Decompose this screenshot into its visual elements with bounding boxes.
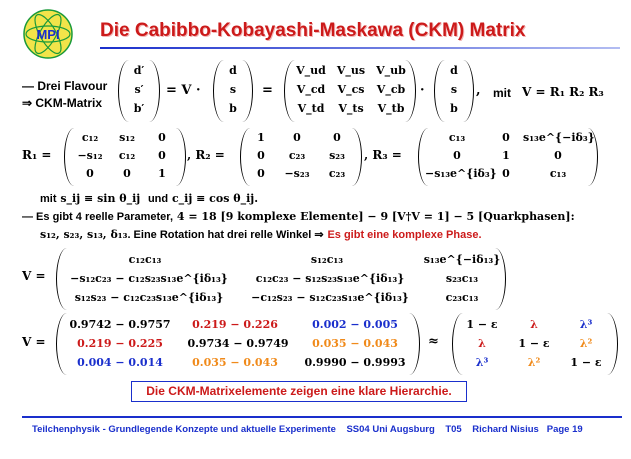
matrix-cell: V_cd xyxy=(296,83,326,96)
matrix-cell: λ² xyxy=(579,337,593,350)
matrix-cell: V_us xyxy=(336,64,366,77)
matrix-cell: V_ts xyxy=(338,102,364,115)
matrix-cell: 0.219 − 0.225 xyxy=(77,337,163,350)
matrix-cell: 0 xyxy=(554,149,562,162)
matrix-cell: λ xyxy=(478,337,486,350)
matrix-cell: s₁₂c₁₃ xyxy=(310,253,344,266)
matrix-cell: c₁₂ xyxy=(81,131,99,144)
matrix-cell: 1 xyxy=(502,149,510,162)
matrix-cell: 1 xyxy=(257,131,265,144)
V-numerical-matrix xyxy=(56,313,420,375)
vec-cell: b′ xyxy=(133,102,145,115)
mit-label: mit xyxy=(493,86,511,100)
cij-definition: c_ij ≡ cos θ_ij. xyxy=(171,192,259,205)
title-underline xyxy=(100,47,620,49)
matrix-cell: λ xyxy=(530,318,538,331)
matrix-cell: 0 xyxy=(453,149,461,162)
matrix-cell: 1 − ε xyxy=(466,318,498,331)
R3-label: , R₃ = xyxy=(364,148,402,162)
matrix-cell: c₂₃c₁₃ xyxy=(445,291,479,304)
matrix-cell: 1 − ε xyxy=(570,356,602,369)
matrix-cell: 0.002 − 0.005 xyxy=(312,318,398,331)
svg-text:MPI: MPI xyxy=(36,27,60,42)
matrix-cell: c₁₂ xyxy=(118,149,136,162)
vec-cell: b xyxy=(229,102,237,115)
vec-cell: d′ xyxy=(133,64,145,77)
matrix-cell: −s₁₂c₂₃ − c₁₂s₂₃s₁₃e^{iδ₁₃} xyxy=(70,272,228,285)
R2-matrix xyxy=(240,128,362,186)
matrix-cell: 0.9742 − 0.9757 xyxy=(69,318,171,331)
matrix-cell: 1 − ε xyxy=(518,337,550,350)
matrix-cell: c₁₂c₁₃ xyxy=(128,253,162,266)
ckm-matrix-label: ⇒ CKM-Matrix xyxy=(22,96,103,110)
R1-label: R₁ = xyxy=(22,148,52,162)
matrix-cell: c₁₃ xyxy=(549,167,567,180)
matrix-cell: V_tb xyxy=(377,102,405,115)
matrix-cell: 0 xyxy=(502,131,510,144)
mit-label-2: mit xyxy=(40,193,57,205)
mpi-logo xyxy=(22,8,74,60)
approx-sign: ≈ xyxy=(428,334,439,349)
product-formula: V = R₁ R₂ R₃ xyxy=(522,85,604,99)
complex-phase-text: Es gibt eine komplexe Phase. xyxy=(327,229,482,241)
matrix-cell: −s₁₃e^{iδ₃} xyxy=(425,167,497,180)
matrix-cell: c₂₃ xyxy=(328,167,346,180)
matrix-cell: V_cb xyxy=(376,83,406,96)
parameter-line xyxy=(22,210,575,223)
parameter-list: s₁₂, s₂₃, s₁₃, δ₁₃ xyxy=(40,228,128,241)
vec-cell: s xyxy=(229,83,237,96)
matrix-cell: 0.004 − 0.014 xyxy=(77,356,163,369)
quark-vector xyxy=(213,60,253,122)
hierarchy-callout: Die CKM-Matrixelemente zeigen eine klare Hierarchie. xyxy=(131,381,467,402)
matrix-cell: 0.035 − 0.043 xyxy=(192,356,278,369)
V-num-label: V = xyxy=(22,335,46,349)
matrix-cell: 0 xyxy=(502,167,510,180)
matrix-cell: c₂₃ xyxy=(288,149,306,162)
V-param-label: V = xyxy=(22,269,46,283)
matrix-cell: −s₂₃ xyxy=(284,167,310,180)
rotation-text: . Eine Rotation hat drei relle Winkel ⇒ xyxy=(127,229,324,241)
matrix-cell: 1 xyxy=(158,167,166,180)
ckm-symbol-matrix xyxy=(284,60,416,122)
matrix-cell: −c₁₂s₂₃ − s₁₂c₂₃s₁₃e^{iδ₁₃} xyxy=(251,291,409,304)
und-label: und xyxy=(147,193,169,205)
vec-cell: b xyxy=(450,102,458,115)
footer xyxy=(32,424,583,435)
definitions-line xyxy=(40,192,258,205)
matrix-cell: 0 xyxy=(123,167,131,180)
matrix-cell: 0 xyxy=(333,131,341,144)
matrix-cell: c₁₂c₂₃ − s₁₂s₂₃s₁₃e^{iδ₁₃} xyxy=(255,272,405,285)
footer-course: Teilchenphysik - Grundlegende Konzepte und aktuelle Experimente xyxy=(32,424,336,435)
vec-cell: d xyxy=(450,64,458,77)
matrix-cell: 0.035 − 0.043 xyxy=(312,337,398,350)
footer-author: Richard Nisius xyxy=(472,424,539,435)
quark-vector-2 xyxy=(434,60,474,122)
parameter-equation: 4 = 18 [9 komplexe Elemente] − 9 [V†V = 1] − 5 [Quarkphasen]: xyxy=(176,210,575,223)
primed-quark-vector xyxy=(118,60,160,122)
R1-matrix xyxy=(64,128,186,186)
parameter-label: — Es gibt 4 reelle Parameter, xyxy=(22,211,174,223)
matrix-cell: 0.9734 − 0.9749 xyxy=(187,337,289,350)
matrix-cell: s₂₃c₁₃ xyxy=(445,272,479,285)
matrix-cell: 0 xyxy=(293,131,301,144)
matrix-cell: λ² xyxy=(527,356,541,369)
matrix-cell: c₁₃ xyxy=(448,131,466,144)
equals-sign: = xyxy=(262,83,273,98)
matrix-cell: s₁₂ xyxy=(119,131,135,144)
vec-cell: s′ xyxy=(134,83,144,96)
matrix-cell: s₂₃ xyxy=(329,149,345,162)
drei-flavour-label: — Drei Flavour xyxy=(22,79,108,93)
matrix-cell: 0 xyxy=(257,149,265,162)
matrix-cell: s₁₃e^{−iδ₃} xyxy=(523,131,595,144)
matrix-cell: 0 xyxy=(257,167,265,180)
matrix-cell: 0 xyxy=(86,167,94,180)
R2-label: , R₂ = xyxy=(187,148,225,162)
wolfenstein-matrix xyxy=(452,313,618,375)
matrix-cell: 0.9990 − 0.9993 xyxy=(304,356,406,369)
rotation-line xyxy=(40,228,482,241)
dot-operator: · xyxy=(420,83,425,98)
footer-term: SS04 Uni Augsburg xyxy=(346,424,435,435)
vec-cell: s xyxy=(450,83,458,96)
matrix-cell: s₁₂s₂₃ − c₁₂c₂₃s₁₃e^{iδ₁₃} xyxy=(74,291,224,304)
matrix-cell: λ³ xyxy=(579,318,593,331)
comma: , xyxy=(476,83,481,98)
matrix-cell: V_td xyxy=(297,102,325,115)
matrix-cell: 0 xyxy=(158,149,166,162)
matrix-cell: s₁₃e^{−iδ₁₃} xyxy=(423,253,501,266)
slide-title: Die Cabibbo-Kobayashi-Maskawa (CKM) Matrix xyxy=(100,20,526,41)
sij-definition: s_ij ≡ sin θ_ij xyxy=(60,192,141,205)
matrix-cell: 0.219 − 0.226 xyxy=(192,318,278,331)
matrix-cell: λ³ xyxy=(475,356,489,369)
matrix-cell: −s₁₂ xyxy=(77,149,103,162)
matrix-cell: V_ub xyxy=(376,64,406,77)
V-parametrized-matrix xyxy=(56,248,506,310)
matrix-cell: V_cs xyxy=(337,83,365,96)
equals-V-dot: = V · xyxy=(166,83,201,98)
footer-page: Page 19 xyxy=(546,424,583,435)
R3-matrix xyxy=(418,128,598,186)
footer-rule xyxy=(22,416,622,418)
matrix-cell: V_ud xyxy=(296,64,326,77)
vec-cell: d xyxy=(229,64,237,77)
matrix-cell: 0 xyxy=(158,131,166,144)
footer-code: T05 xyxy=(445,424,462,435)
